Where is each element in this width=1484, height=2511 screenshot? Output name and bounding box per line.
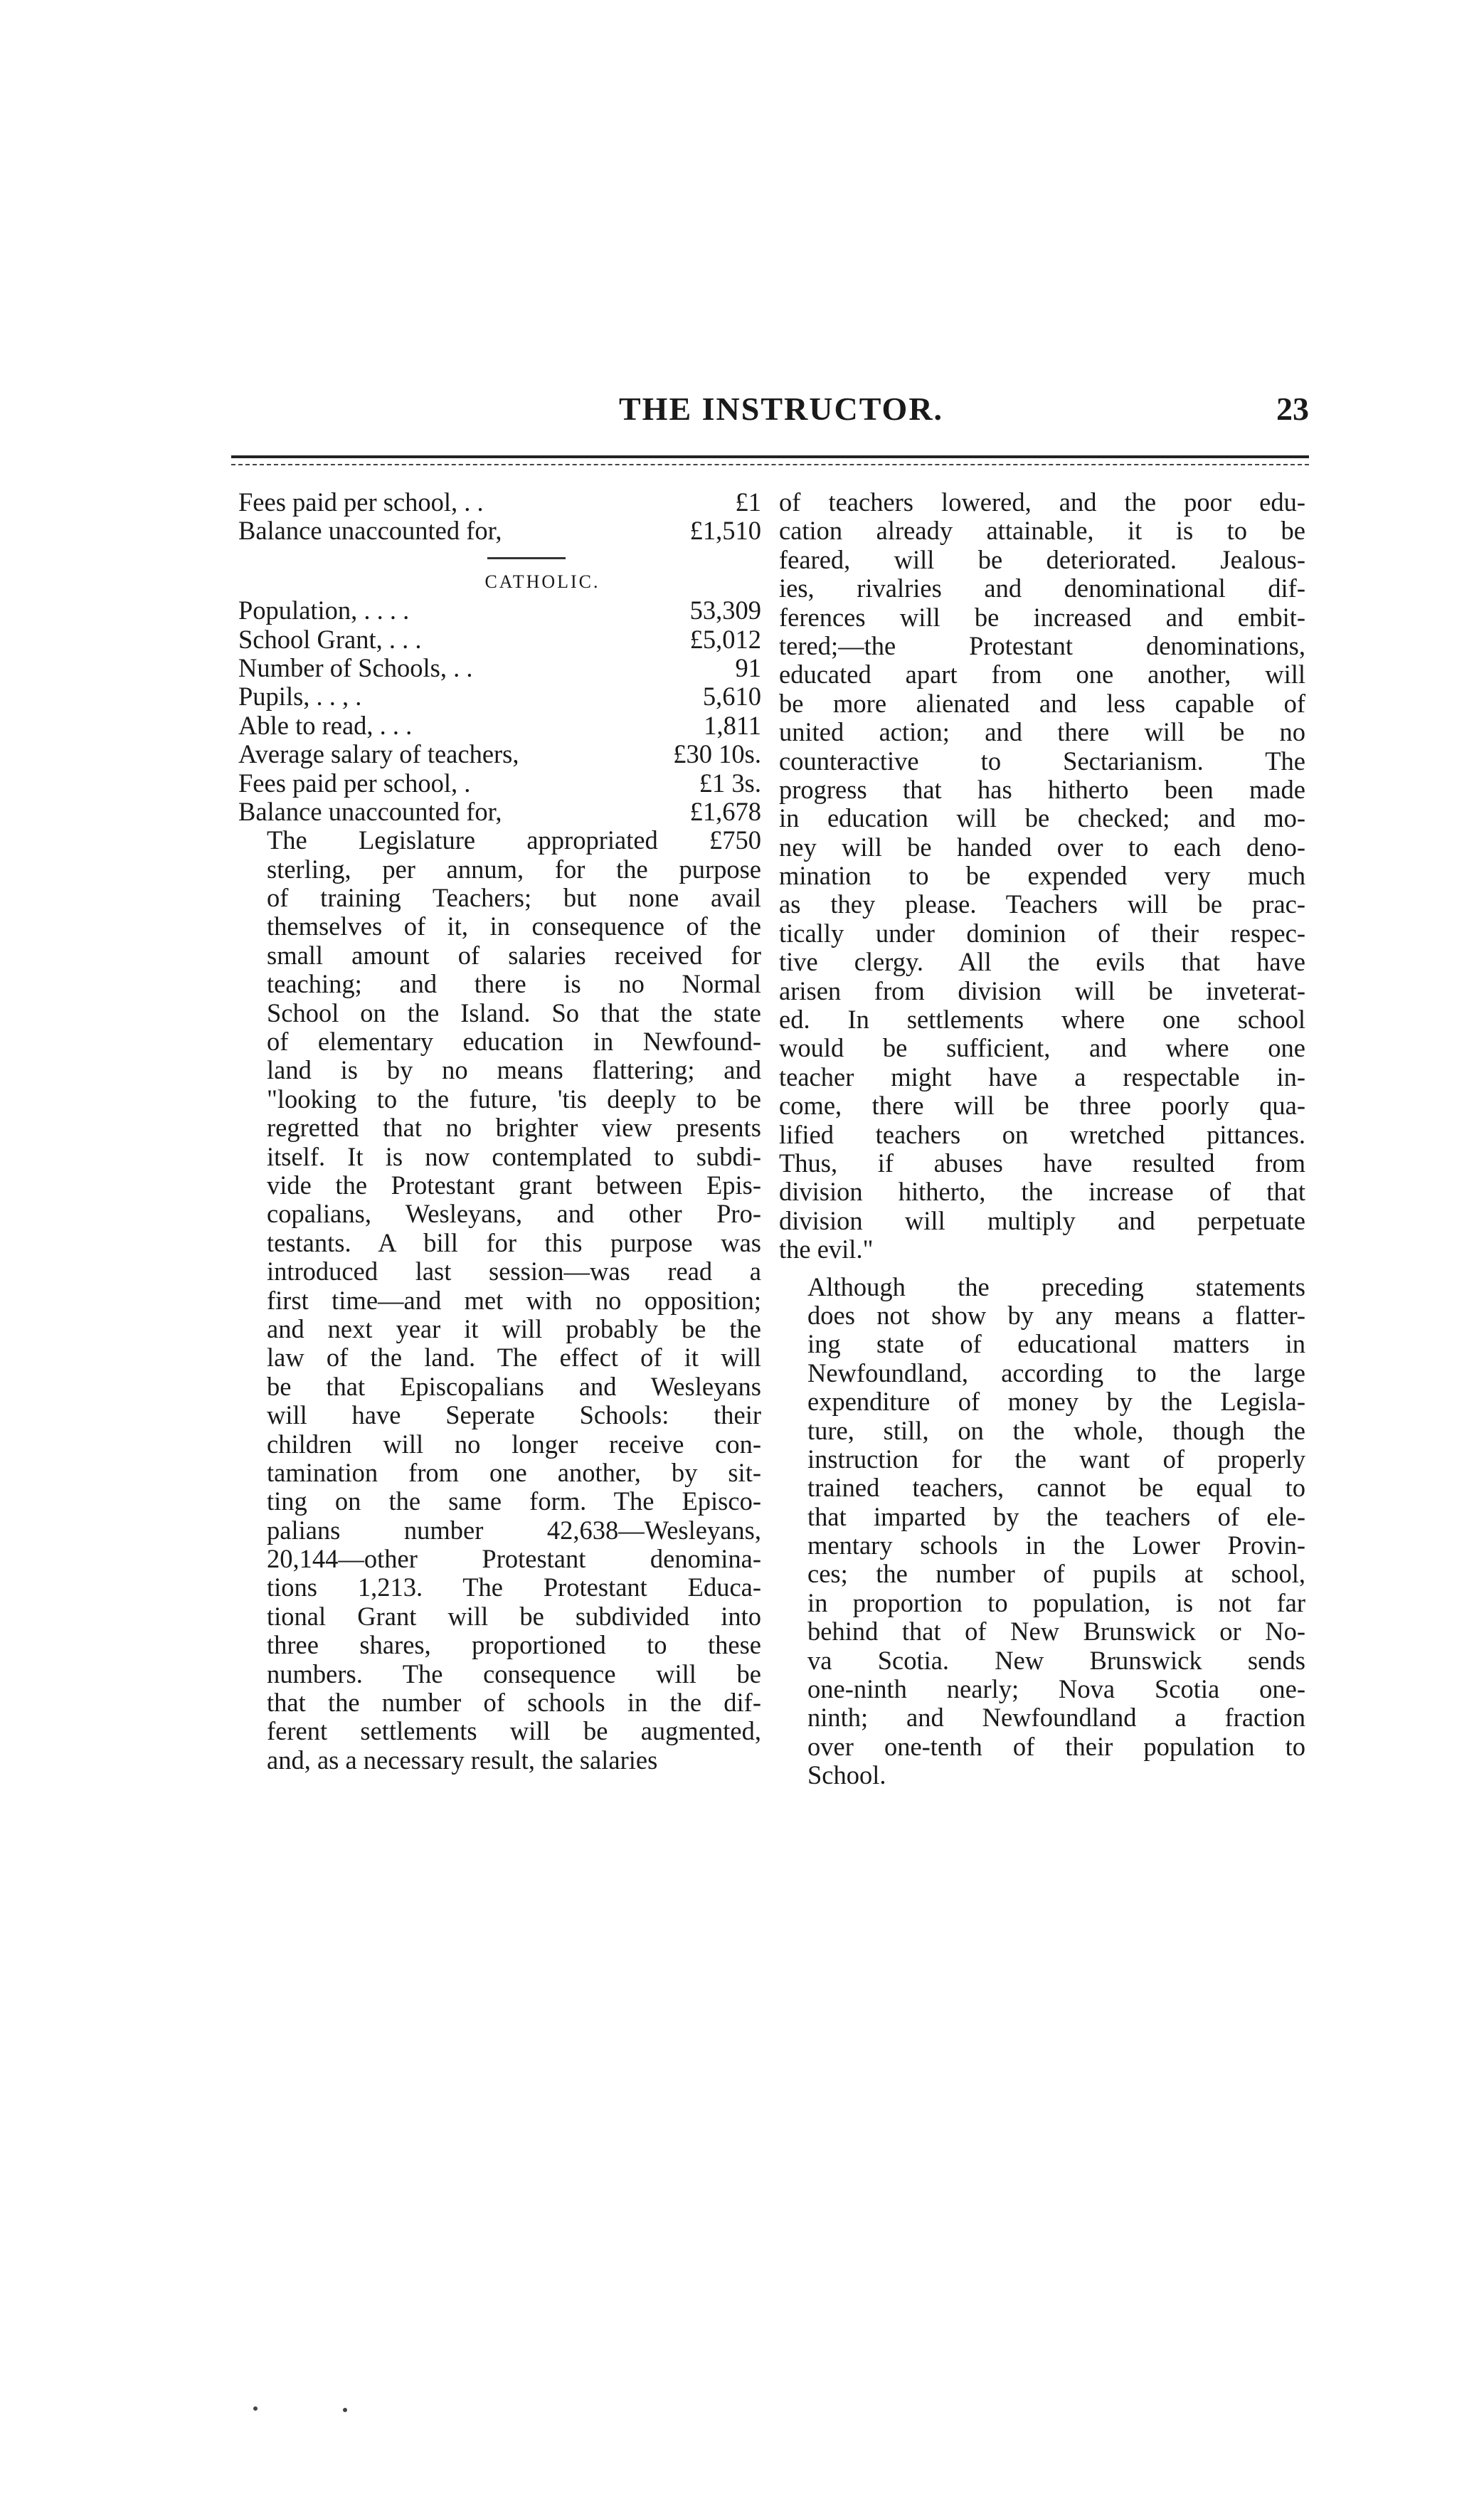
text-line: themselves of it, in consequence of the — [267, 911, 761, 941]
stat-row — [238, 740, 761, 768]
text-line: be more alienated and less capable of — [779, 688, 1305, 718]
section-heading: CATHOLIC. — [484, 571, 600, 592]
stat-label: Number of Schools, . . — [238, 652, 473, 682]
stat-value: £30 10s. — [673, 739, 761, 769]
stat-row — [238, 682, 761, 711]
text-line: in proportion to population, is not far — [807, 1587, 1305, 1617]
text-line: of training Teachers; but none avail — [267, 883, 761, 913]
stat-value: 53,309 — [689, 596, 761, 625]
text-line: counteractive to Sectarianism. The — [779, 746, 1305, 776]
stat-row — [238, 625, 761, 654]
text-line: testants. A bill for this purpose was — [267, 1227, 761, 1257]
text-line: School on the Island. So that the state — [267, 998, 761, 1027]
text-line: united action; and there will be no — [779, 717, 1305, 747]
stat-label: Fees paid per school, . . — [238, 487, 484, 517]
stat-value: 5,610 — [702, 682, 761, 712]
text-line: ture, still, on the whole, though the — [807, 1415, 1305, 1445]
text-line: mination to be expended very much — [779, 861, 1305, 891]
text-line: three shares, proportioned to these — [267, 1630, 761, 1660]
text-line: division hitherto, the increase of that — [779, 1177, 1305, 1207]
stat-label: Average salary of teachers, — [238, 739, 519, 769]
text-line: tamination from one another, by sit- — [267, 1457, 761, 1487]
running-title: THE INSTRUCTOR. — [619, 391, 944, 427]
text-line: ting on the same form. The Episco- — [267, 1486, 761, 1516]
text-line: over one-tenth of their population to — [807, 1731, 1305, 1761]
text-line: regretted that no brighter view presents — [267, 1113, 761, 1143]
stat-row — [238, 769, 761, 798]
stat-label: Population, . . . . — [238, 596, 410, 625]
text-line: children will no longer receive con- — [267, 1429, 761, 1459]
stat-value: £1,510 — [689, 516, 761, 546]
text-line: feared, will be deteriorated. Jealous- — [779, 544, 1305, 574]
text-line: trained teachers, cannot be equal to — [807, 1473, 1305, 1503]
stray-mark — [253, 2406, 258, 2411]
text-line: instruction for the want of properly — [807, 1444, 1305, 1474]
stat-value: £1,678 — [689, 796, 761, 826]
text-line: ies, rivalries and denominational dif- — [779, 573, 1305, 603]
text-line: progress that has hitherto been made — [779, 774, 1305, 804]
stat-value: £5,012 — [689, 624, 761, 654]
stat-label: Able to read, . . . — [238, 710, 413, 740]
stat-label: Fees paid per school, . — [238, 768, 471, 798]
text-line: first time—and met with no opposition; — [267, 1285, 761, 1315]
stat-row — [238, 517, 761, 545]
stat-label: Balance unaccounted for, — [238, 796, 502, 826]
text-line: School. — [807, 1760, 886, 1790]
text-line: cation already attainable, it is to be — [779, 516, 1305, 546]
header-rule — [231, 455, 1309, 465]
stat-value: 91 — [735, 652, 761, 682]
text-line: ed. In settlements where one school — [779, 1005, 1305, 1035]
stat-row — [238, 596, 761, 625]
stat-label: Balance unaccounted for, — [238, 516, 502, 546]
text-line: be that Episcopalians and Wesleyans — [267, 1371, 761, 1401]
text-line: and, as a necessary result, the salaries — [267, 1745, 658, 1775]
text-line: one-ninth nearly; Nova Scotia one- — [807, 1674, 1305, 1704]
stat-value: £1 — [735, 487, 761, 517]
stat-value: £1 3s. — [699, 768, 761, 798]
section-divider — [487, 557, 566, 559]
text-line: the evil." — [779, 1235, 874, 1264]
stat-row — [238, 798, 761, 826]
text-line: as they please. Teachers will be prac- — [779, 889, 1305, 919]
text-line: copalians, Wesleyans, and other Pro- — [267, 1199, 761, 1229]
text-line: Although the preceding statements — [807, 1272, 1305, 1301]
text-line: tional Grant will be subdivided into — [267, 1601, 761, 1631]
text-line: of teachers lowered, and the poor edu- — [779, 487, 1305, 517]
text-line: Newfoundland, according to the large — [807, 1358, 1305, 1387]
stat-row — [238, 712, 761, 740]
text-line: sterling, per annum, for the purpose — [267, 854, 761, 884]
text-line: vide the Protestant grant between Epis- — [267, 1170, 761, 1200]
text-line: tive clergy. All the evils that have — [779, 947, 1305, 977]
body-paragraph — [238, 826, 761, 1775]
text-line: tically under dominion of their respec- — [779, 918, 1305, 948]
text-line: Thus, if abuses have resulted from — [779, 1148, 1305, 1178]
stat-row — [238, 488, 761, 517]
text-line: mentary schools in the Lower Provin- — [807, 1531, 1305, 1560]
text-line: division will multiply and perpetuate — [779, 1205, 1305, 1235]
text-line: that imparted by the teachers of ele- — [807, 1501, 1305, 1531]
text-line: itself. It is now contemplated to subdi- — [267, 1141, 761, 1171]
text-line: land is by no means flattering; and — [267, 1055, 761, 1085]
text-line: introduced last session—was read a — [267, 1257, 761, 1286]
text-line: in education will be checked; and mo- — [779, 803, 1305, 833]
stat-label: School Grant, . . . — [238, 624, 422, 654]
text-line: va Scotia. New Brunswick sends — [807, 1645, 1305, 1675]
text-line: teacher might have a respectable in- — [779, 1062, 1305, 1091]
text-line: expenditure of money by the Legisla- — [807, 1387, 1305, 1417]
body-paragraph — [779, 488, 1305, 1264]
catholic-stats-table — [238, 596, 761, 826]
top-stats-table — [238, 488, 761, 546]
text-line: arisen from division will be inveterat- — [779, 976, 1305, 1005]
text-line: of elementary education in Newfound- — [267, 1027, 761, 1057]
text-line: ney will be handed over to each deno- — [779, 832, 1305, 862]
text-line: tered;—the Protestant denominations, — [779, 630, 1305, 660]
page-number: 23 — [1276, 391, 1309, 427]
text-line: palians number 42,638—Wesleyans, — [267, 1515, 761, 1545]
right-column — [779, 488, 1305, 1790]
text-line: ing state of educational matters in — [807, 1329, 1305, 1359]
text-line: lified teachers on wretched pittances. — [779, 1119, 1305, 1149]
text-line: numbers. The consequence will be — [267, 1659, 761, 1688]
text-line: small amount of salaries received for — [267, 940, 761, 970]
left-column — [238, 488, 761, 1775]
text-line: ferences will be increased and embit- — [779, 602, 1305, 632]
text-line: and next year it will probably be the — [267, 1313, 761, 1343]
text-line: educated apart from one another, will — [779, 660, 1305, 689]
body-paragraph — [779, 1273, 1305, 1790]
text-line: behind that of New Brunswick or No- — [807, 1617, 1305, 1646]
stat-label: Pupils, . . , . — [238, 682, 362, 712]
page-header — [235, 390, 1309, 440]
text-line: The Legislature appropriated £750 — [267, 825, 761, 855]
text-line: will have Seperate Schools: their — [267, 1400, 761, 1430]
text-line: does not show by any means a flatter- — [807, 1300, 1305, 1330]
text-line: law of the land. The effect of it will — [267, 1343, 761, 1373]
text-line: tions 1,213. The Protestant Educa- — [267, 1572, 761, 1602]
stray-mark — [343, 2408, 347, 2412]
text-line: ces; the number of pupils at school, — [807, 1559, 1305, 1589]
stat-row — [238, 654, 761, 682]
text-line: 20,144—other Protestant denomina- — [267, 1544, 761, 1574]
text-line: that the number of schools in the dif- — [267, 1688, 761, 1718]
text-line: ninth; and Newfoundland a fraction — [807, 1703, 1305, 1733]
stat-value: 1,811 — [704, 710, 761, 740]
text-line: would be sufficient, and where one — [779, 1033, 1305, 1063]
text-line: come, there will be three poorly qua- — [779, 1091, 1305, 1121]
text-line: teaching; and there is no Normal — [267, 969, 761, 999]
text-line: "looking to the future, 'tis deeply to be — [267, 1084, 761, 1114]
text-line: ferent settlements will be augmented, — [267, 1716, 761, 1746]
